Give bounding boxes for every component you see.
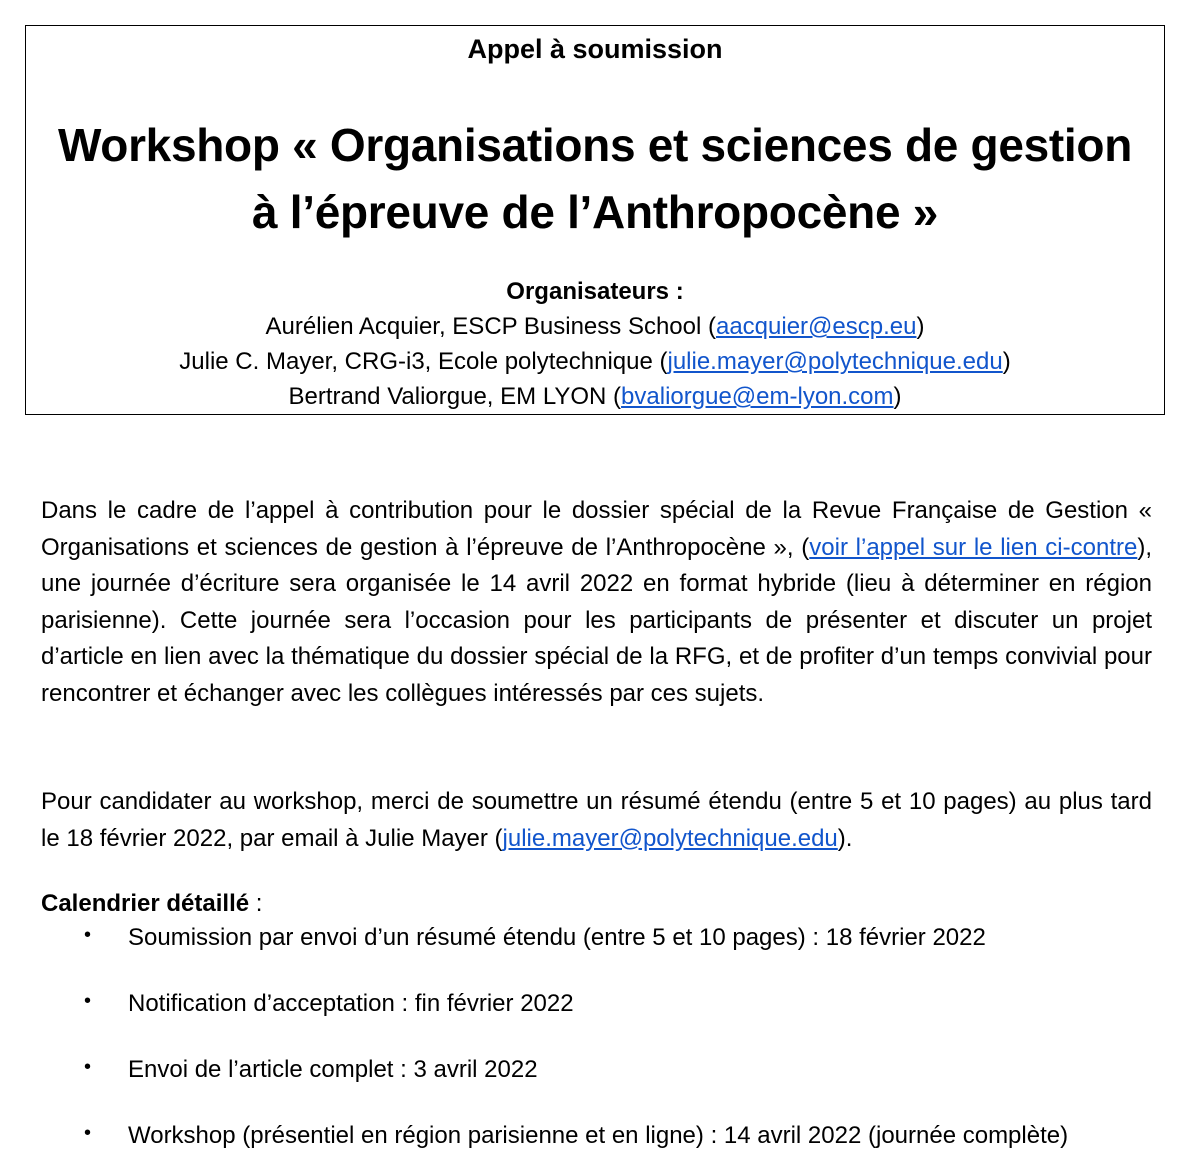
paren-close: ) [916, 313, 925, 340]
organizer-name: Bertrand Valiorgue, EM LYON ( [288, 383, 622, 410]
application-text-end: ). [837, 824, 853, 852]
organizers-heading: Organisateurs : [506, 278, 684, 305]
title-line-1: Workshop « Organisations et sciences de gestion [57, 119, 1133, 171]
email-link-submission[interactable]: julie.mayer@polytechnique.edu [502, 824, 838, 852]
organizer-mayer [26, 348, 1164, 376]
calendar-heading-colon: : [249, 890, 263, 917]
bullet-icon: • [84, 924, 92, 946]
list-item [84, 924, 986, 952]
bullet-icon: • [84, 990, 92, 1012]
list-item-text: Envoi de l’article complet : 3 avril 2022 [128, 1056, 538, 1083]
calendar-heading-label: Calendrier détaillé [41, 890, 250, 917]
list-item [84, 990, 574, 1018]
intro-text-end: ), une journée d’écriture sera organisée le 14 avril 2022 en format hybride (lieu à déterminer en région parisienne). Cette journée sera l’occasion pour les participants de présenter et discuter un projet d’article en lien avec la thématique du dossier spécial de la RFG, et de profiter d’un temps convivial pour rencontrer et échanger avec les collègues intéressés par ces sujets. [41, 533, 1152, 707]
paren-close: ) [893, 383, 902, 410]
application-paragraph [41, 784, 1152, 857]
paren-close: ) [1002, 348, 1011, 375]
title-line-2: à l’épreuve de l’Anthropocène » [251, 186, 938, 238]
calendar-heading [41, 890, 262, 918]
header-box [25, 25, 1165, 415]
email-link-acquier[interactable]: aacquier@escp.eu [715, 313, 917, 340]
bullet-icon: • [84, 1056, 92, 1078]
application-text: Pour candidater au workshop, merci de soumettre un résumé étendu (entre 5 et 10 pages) au plus tard le 18 février 2022, par email à Julie Mayer ( [41, 788, 1152, 852]
call-link[interactable]: voir l’appel sur le lien ci-contre [809, 533, 1138, 561]
list-item [84, 1056, 538, 1084]
list-item-text: Notification d’acceptation : fin février 2022 [128, 990, 574, 1017]
list-item-text: Soumission par envoi d’un résumé étendu (entre 5 et 10 pages) : 18 février 2022 [128, 924, 986, 951]
email-link-valiorgue[interactable]: bvaliorgue@em-lyon.com [621, 383, 894, 410]
organizer-acquier [26, 313, 1164, 341]
intro-text-start: Dans le cadre de l’appel à contribution pour le dossier spécial de la Revue Française de Gestion « Organisations et sciences de gestion à l’épreuve de l’Anthropocène », ( [41, 497, 1152, 561]
email-link-mayer[interactable]: julie.mayer@polytechnique.edu [667, 348, 1003, 375]
organizer-valiorgue [26, 383, 1164, 411]
organizer-name: Julie C. Mayer, CRG-i3, Ecole polytechnique ( [179, 348, 668, 375]
intro-paragraph [41, 493, 1152, 712]
bullet-icon: • [84, 1122, 92, 1144]
organizer-name: Aurélien Acquier, ESCP Business School ( [265, 313, 716, 340]
list-item [84, 1122, 1069, 1150]
call-label: Appel à soumission [467, 34, 723, 64]
workshop-title [26, 112, 1164, 246]
list-item-text: Workshop (présentiel en région parisienne et en ligne) : 14 avril 2022 (journée complète) [128, 1122, 1069, 1149]
